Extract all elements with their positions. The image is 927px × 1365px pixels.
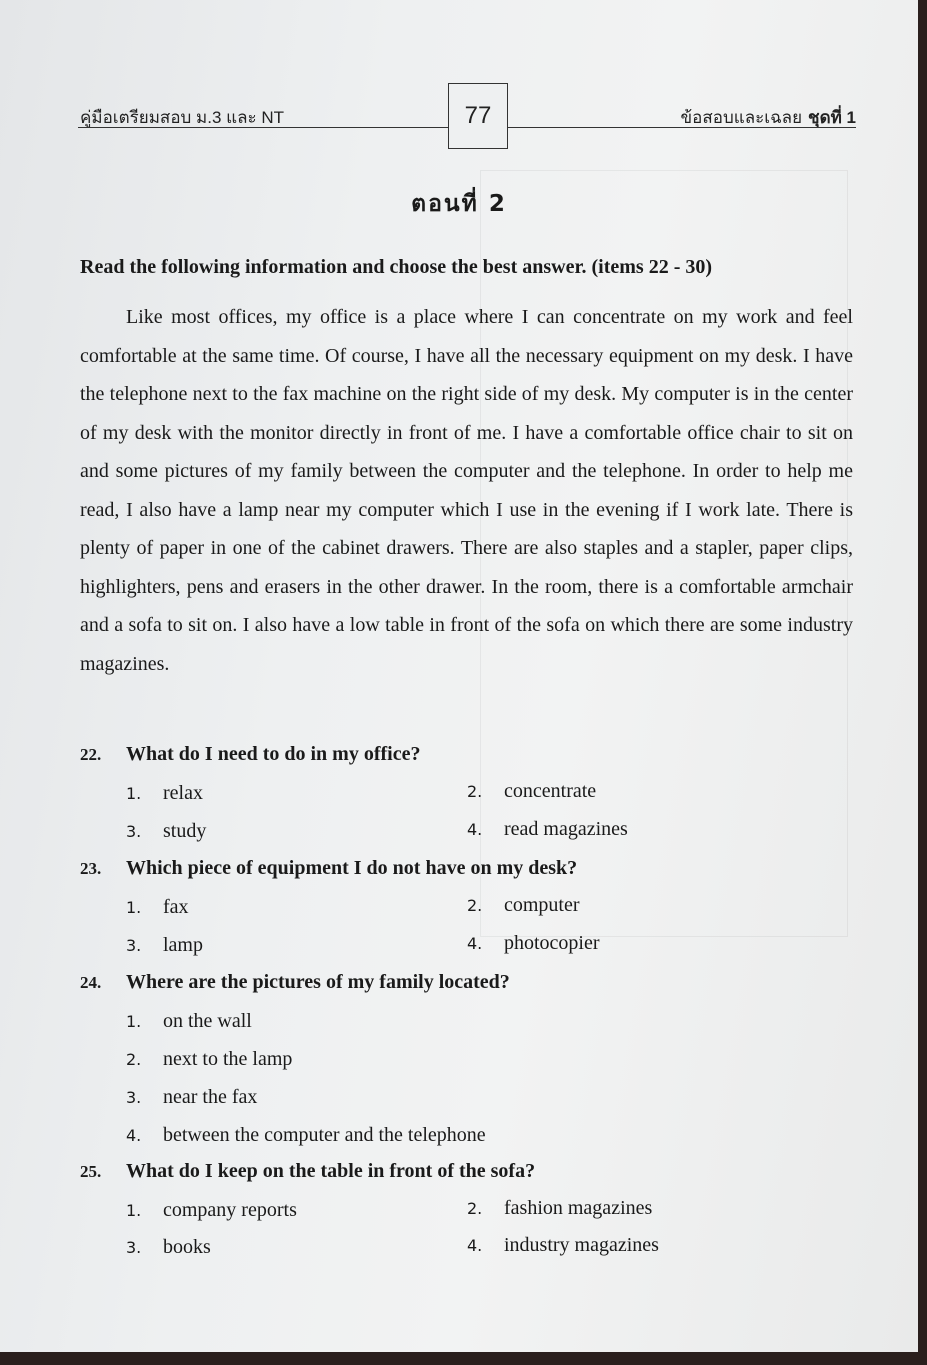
question-text: What do I need to do in my office?: [126, 743, 421, 765]
question-24: [80, 971, 510, 994]
option-text: books: [163, 1236, 211, 1258]
question-text: Where are the pictures of my family located?: [126, 971, 510, 993]
header-right-text: ข้อสอบและเฉลย: [680, 108, 803, 127]
reading-passage: Like most offices, my office is a place where I can concentrate on my work and feel comfortable at the same time. Of course, I have all the necessary equipment on my desk. I have the telephone next to the fax machine on the right side of my desk. My computer is in the center of my desk with the monitor directly in front of me. I have a comfortable office chair to sit on and some pictures of my family between the computer and the telephone. In order to help me read, I also have a lamp near my computer which I use in the evening if I work late. There is plenty of paper in one of the cabinet drawers. There are also staples and a stapler, paper clips, highlighters, pens and erasers in the other drawer. In the room, there is a comfortable armchair and a sofa to sit on. I also have a low table in front of the sofa on which there are some industry magazines.: [80, 306, 853, 675]
option-text: photocopier: [504, 932, 600, 954]
question-text: What do I keep on the table in front of the sofa?: [126, 1160, 536, 1182]
section-title: ตอนที่ 2: [411, 191, 507, 217]
option: [126, 1010, 252, 1033]
option-text: fashion magazines: [504, 1197, 653, 1219]
option: [467, 780, 596, 803]
option-number: 1.: [126, 1012, 142, 1031]
option: [126, 820, 206, 843]
option-number: 4.: [467, 820, 483, 839]
question-text: Which piece of equipment I do not have on my desk?: [126, 857, 578, 879]
instruction: Read the following information and choose the best answer. (items 22 - 30): [80, 256, 713, 278]
option-number: 2.: [467, 782, 483, 801]
option-text: read magazines: [504, 818, 628, 840]
option-number: 4.: [467, 1236, 483, 1255]
option: [126, 1199, 297, 1222]
option: [126, 896, 189, 919]
option-number: 1.: [126, 784, 142, 803]
option-text: study: [163, 820, 207, 842]
option-text: relax: [163, 782, 203, 804]
option-text: computer: [504, 894, 580, 916]
option-text: lamp: [163, 934, 203, 956]
question-number: 22.: [80, 745, 102, 764]
option-number: 2.: [467, 896, 483, 915]
question-25: [80, 1160, 535, 1183]
page-number: 77: [448, 83, 508, 149]
header-right-bold: ชุดที่ 1: [808, 108, 856, 127]
option-number: 1.: [126, 898, 142, 917]
option-text: next to the lamp: [163, 1048, 293, 1070]
option-number: 3.: [126, 1238, 142, 1257]
option-text: company reports: [163, 1199, 297, 1221]
option-text: fax: [163, 896, 189, 918]
option-text: between the computer and the telephone: [163, 1124, 486, 1146]
question-number: 24.: [80, 973, 102, 992]
option: [126, 934, 203, 957]
option-number: 3.: [126, 822, 142, 841]
option: [467, 932, 600, 955]
option-text: near the fax: [163, 1086, 258, 1108]
question-23: [80, 857, 577, 880]
option-number: 2.: [467, 1199, 483, 1218]
option: [126, 1236, 211, 1259]
option-number: 2.: [126, 1050, 142, 1069]
option: [126, 1124, 486, 1147]
option: [467, 1234, 659, 1257]
question-number: 25.: [80, 1162, 102, 1181]
header-book-title: คู่มือเตรียมสอบ ม.3 และ NT: [80, 108, 285, 127]
option: [467, 894, 580, 917]
option-number: 4.: [467, 934, 483, 953]
option-number: 3.: [126, 936, 142, 955]
question-number: 23.: [80, 859, 102, 878]
question-22: [80, 743, 420, 766]
option-number: 3.: [126, 1088, 142, 1107]
option-number: 4.: [126, 1126, 142, 1145]
option-number: 1.: [126, 1201, 142, 1220]
option: [126, 782, 203, 805]
option-text: industry magazines: [504, 1234, 659, 1256]
option: [467, 818, 628, 841]
option-text: on the wall: [163, 1010, 252, 1032]
option: [126, 1048, 292, 1071]
option: [126, 1086, 257, 1109]
option-text: concentrate: [504, 780, 597, 802]
option: [467, 1197, 652, 1220]
